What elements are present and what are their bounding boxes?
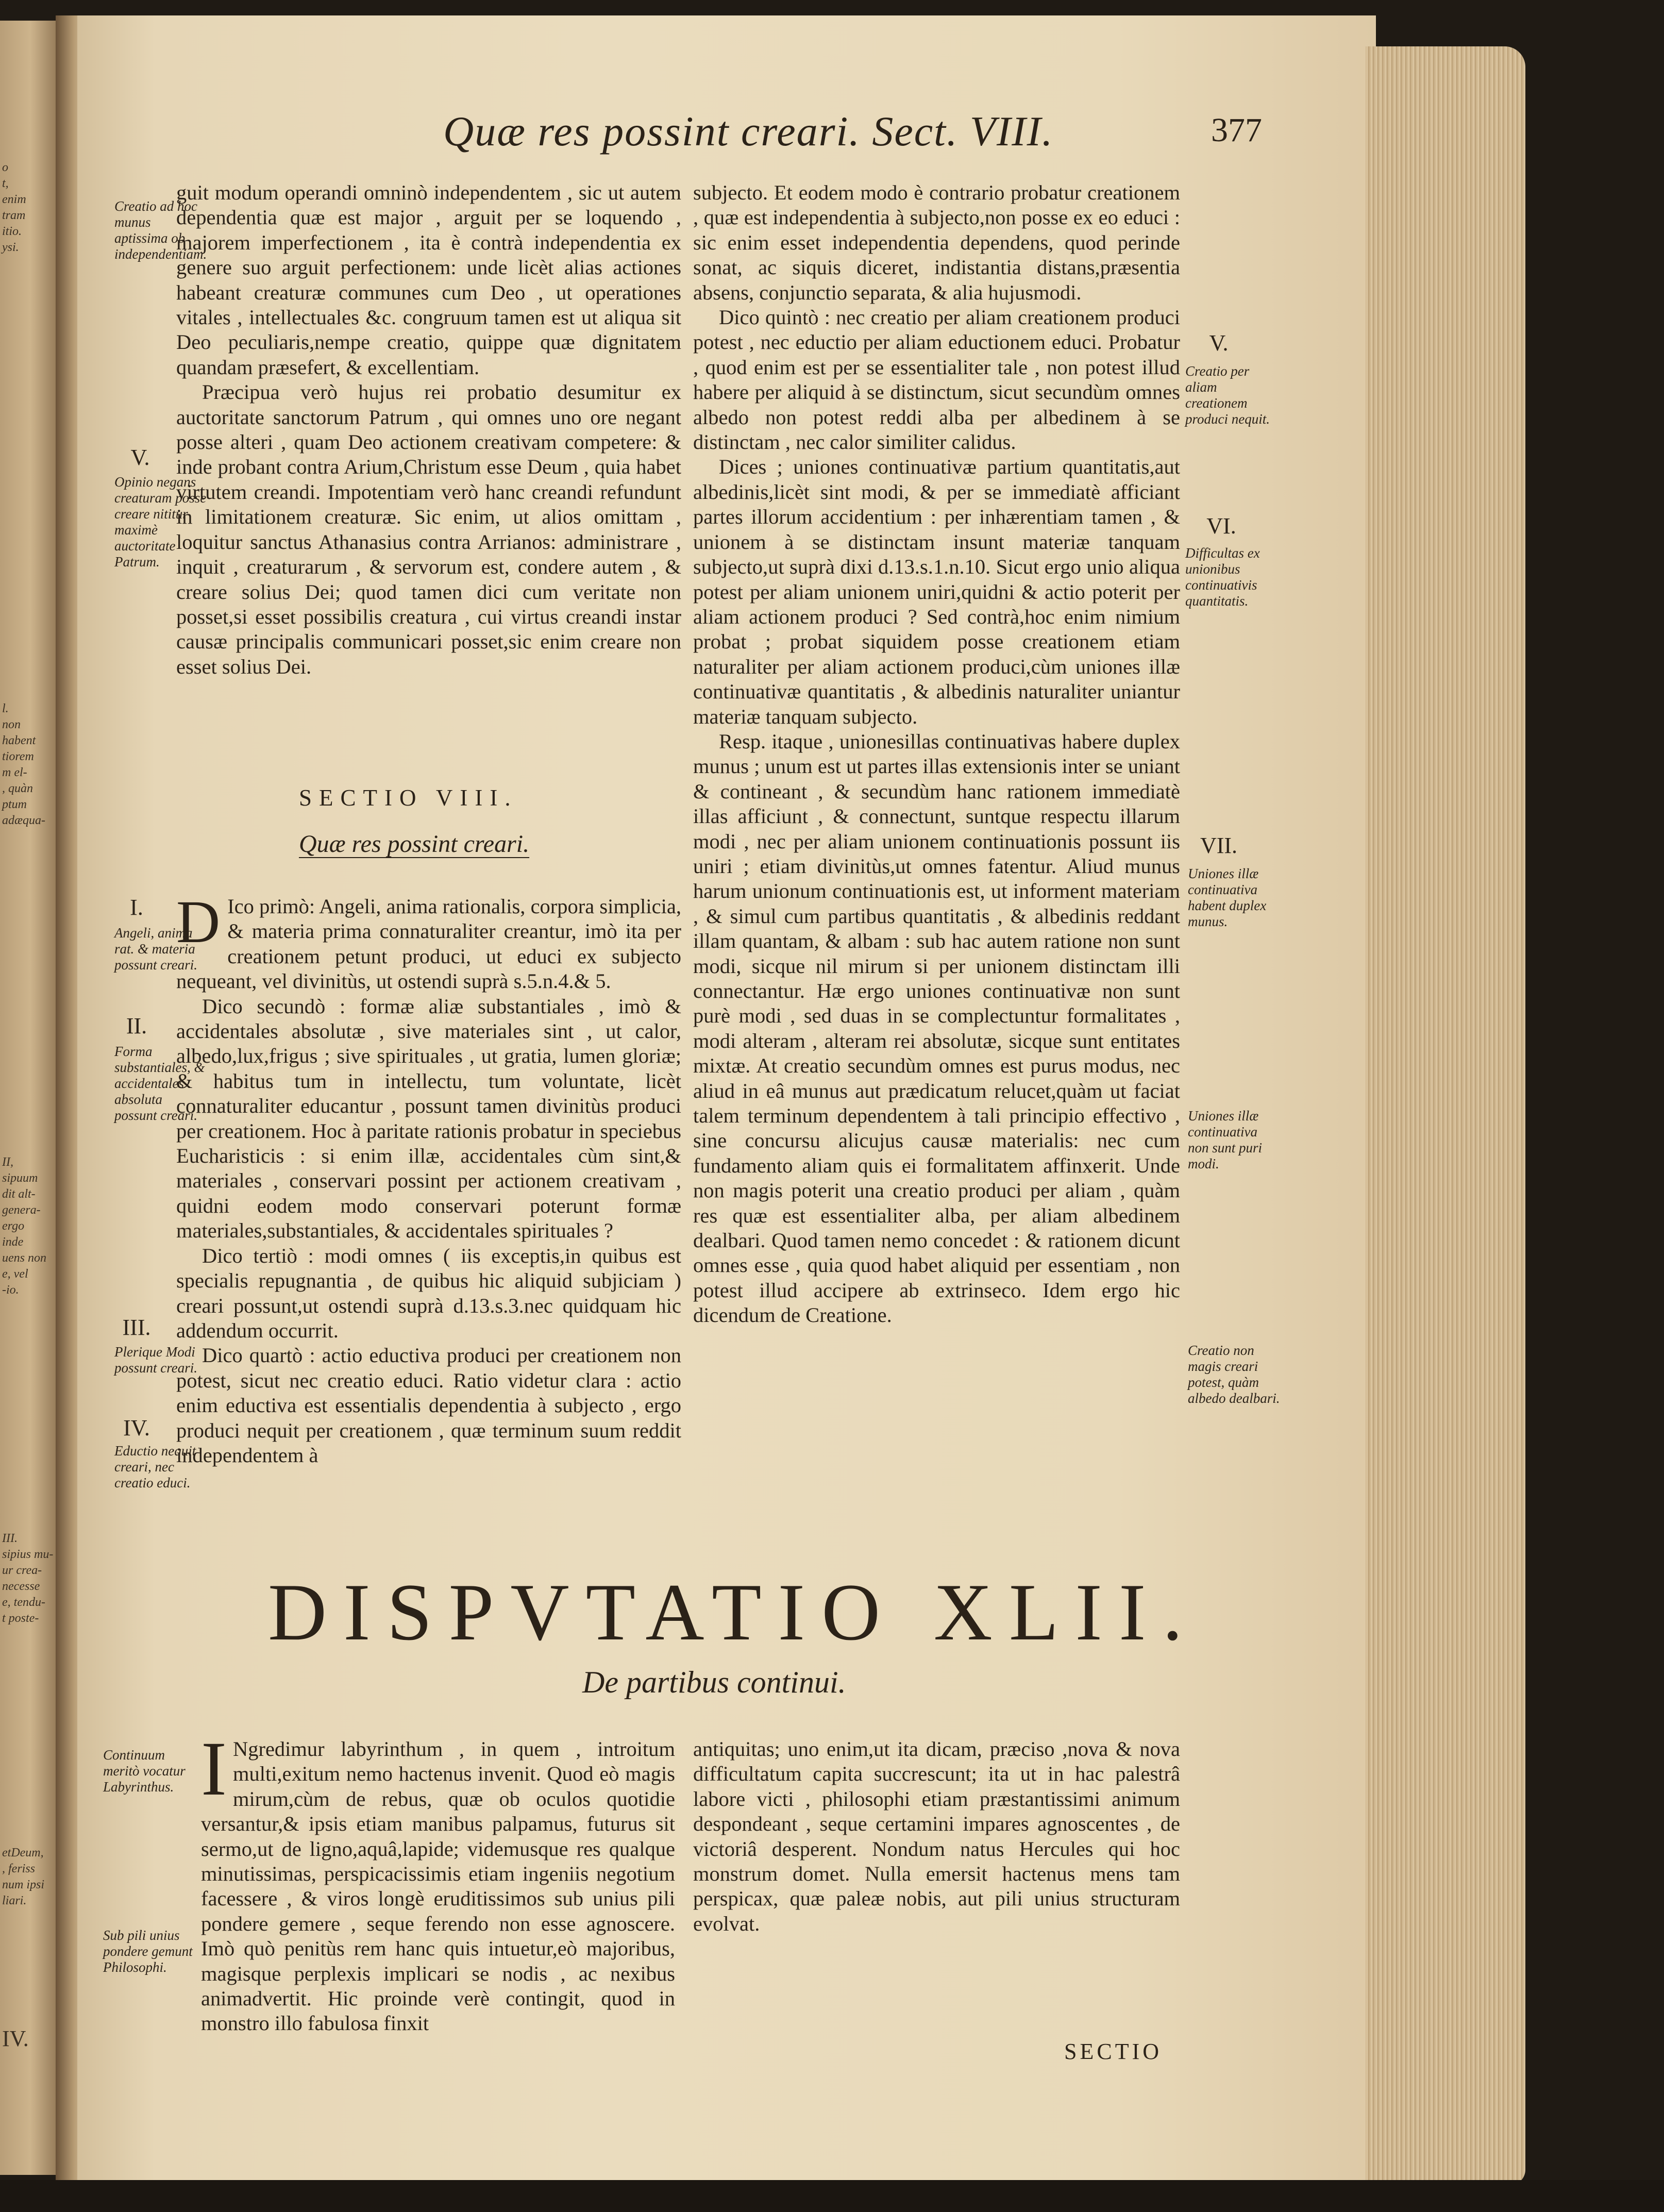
margin-note: Continuum meritò vocatur Labyrinthus. — [103, 1747, 186, 1795]
section-heading: SECTIO VIII. — [299, 785, 518, 811]
margin-note: Angeli, anima rat. & materia possunt creari. — [114, 925, 197, 973]
disputation-column-left — [201, 1726, 675, 2036]
margin-note-number: V. — [1209, 330, 1229, 356]
page-number: 377 — [1211, 111, 1262, 149]
left-page-fragment: o t, enim tram itio. ysi. — [2, 161, 26, 254]
paragraph: Resp. itaque , unionesillas continuativas habere duplex munus ; unum est ut partes illas extensionis inter se uniant & contineant , & secundùm hanc rationem immediatè illas afficiunt , & connectunt, suntque respectu illarum modi , nec per aliam unionem continuationis possunt iis uniri ; etiam divinitùs,ut omnes fatentur. Aliud munus harum unionum continuationis est, ut informent materiam , & simul cum partibus quantitatis , & albedinis reddant illam quantam, & albam : sub hac autem ratione non sunt modi, sicque nil mirum si per unionem distinctam illi connectantur. Hæ ergo uniones continuativæ non sunt purè modi , sed duas in se complectuntur formalitates , modi alteram , alteram rei absolutæ, sicque sunt entitates mixtæ. At creatio secundùm omnes est purus modus, nec aliud in eâ munus aut prædicatum relucet,quàm ut faciat talem terminum dependentem à tali principio effectivo , sine concursu alicujus causæ materialis: nec cum fundamento aliam quis ei formalitatem affinxerit. Unde non magis poterit una creatio produci per aliam , quàm res quæ est essentialiter alba, per aliam albedinem dealbari. Quod tamen nemo concedet : & rationem dicunt omnes esse , quia quod habet aliquid per essentiam , non potest illud accipere ab extrinseco. Idem ergo hic dicendum de Creatione. — [693, 729, 1180, 1327]
catchword: SECTIO — [1064, 2039, 1162, 2064]
margin-note: Uniones illæ continuativa habent duplex munus. — [1188, 866, 1267, 929]
paragraph: Dices ; uniones continuativæ partium quantitatis,aut albedinis,licèt sint modi, & per se immediatè afficiant partes illorum accidentium : per inhærentiam tamen , & unionem à se distinctam insunt materiæ tanquam subjecto,ut suprà dixi d.13.s.1.n.10. Sicut ergo unio aliqua potest per aliam unionem uniri,quidni & actio poterit per aliam actionem produci ? Sed contrà,hoc enim nimium probat ; probat siquidem posse creationem etiam naturaliter per aliam actionem produci,cùm uniones illæ continuativæ quantitatis , & albedinis naturaliter uniantur materiæ tanquam subjecto. — [693, 455, 1180, 728]
paragraph: Dico secundò : formæ aliæ substantiales , imò & accidentales absolutæ , sive materiales sint , ut calor, albedo,lux,frigus ; sive spirituales , ut gratia, lumen gloriæ; & habitus tum in intellectu, tum voluntate, licèt connaturaliter educantur , possunt tamen divinitùs produci per creationem. Hoc à paritate rationis probatur in speciebus Eucharisticis : si enim illæ, accidentales cùm sint,& materiales , conservari possint per actionem creativam , quidni eodem modo conservari poterunt formæ materiales,substantiales, & accidentales spirituales ? — [176, 994, 681, 1243]
margin-note-number: V. — [130, 445, 150, 470]
margin-note: Creatio per aliam creationem produci nequit. — [1185, 363, 1270, 427]
paragraph: Præcipua verò hujus rei probatio desumitur ex auctoritate sanctorum Patrum , qui omnes uno ore negant posse alteri , quam Deo actionem creativam competere: & inde probant contra Arium,Christum esse Deum , quia habet virtutem creandi. Impotentiam verò hanc creandi refundunt in limitationem creaturæ. Sic enim, ut alios omittam , loquitur sanctus Athanasius contra Arrianos: administrare , inquit , creaturarum , & servorum est, condere autem , & creare solius Dei; quod tamen dici cum veritate non posset,si esset possibilis creatura , cui virtus creandi instar causæ principalis communicari posset,sic enim creare non esset solius Dei. — [176, 380, 681, 678]
margin-note: Plerique Modi possunt creari. — [114, 1344, 197, 1376]
paragraph: subjecto. Et eodem modo è contrario probatur creationem , quæ est independentia à subjecto,non posse ex eo educi : sic enim esset independentia dependens, quod perinde sonat, ac siquis diceret, indistantia distans,præsentia absens, conjunctio separata, & alia hujusmodi. — [693, 181, 1180, 304]
margin-note-number: III. — [122, 1315, 151, 1340]
margin-note-number: IV. — [123, 1415, 150, 1440]
text-column-left-section — [176, 888, 681, 1468]
section-subheading: Quæ res possint creari. — [299, 830, 530, 858]
background-shadow — [0, 2180, 1664, 2212]
margin-note: Forma substantiales, & accidentales absoluta possunt creari. — [114, 1044, 205, 1123]
paragraph: guit modum operandi omninò independentem , sic ut autem dependentia quæ est major , arguit per se loquendo , majorem imperfectionem , ita è contrà independentia ex genere suo arguit perfectionem: unde licèt alias actiones habeant creaturæ communes cum Deo , ut operationes vitales , intellectuales &c. congruum tamen est ut aliqua sit Deo peculiaris,nempe creatio, quippe quæ dignitatem quandam præsefert, & excellentiam. — [176, 181, 681, 379]
left-page-edge — [0, 21, 61, 2175]
margin-note-number: I. — [130, 895, 143, 920]
paragraph-text: Ico primò: Angeli, anima rationalis, corpora simplicia, & materia prima connaturaliter creantur, imò ita per creationem petunt produci, ut educi ex subjecto nequeant, vel divinitùs, ut ostendi suprà s.5.n.4.& 5. — [176, 895, 681, 993]
drop-capital: I — [201, 1726, 227, 1812]
left-page-fragment: etDeum, , feriss num ipsi liari. — [2, 1846, 45, 1907]
left-page-fragment: III. sipius mu- ur crea- necesse e, tendu- t poste- — [2, 1532, 54, 1625]
text-column-right — [693, 180, 1180, 1328]
page-fore-edge — [1366, 46, 1525, 2185]
margin-note: Uniones illæ continuativa non sunt puri modi. — [1188, 1108, 1263, 1171]
left-page-fragment: II, sipuum dit alt- genera- ergo inde uens non e, vel -io. — [2, 1155, 46, 1297]
drop-capital: D — [176, 888, 221, 956]
running-head: Quæ res possint creari. Sect. VIII. — [443, 108, 1054, 155]
disputation-column-right — [693, 1737, 1180, 1936]
margin-note-number: VII. — [1200, 833, 1238, 858]
disputation-subtitle: De partibus continui. — [582, 1665, 846, 1699]
paragraph — [201, 1726, 675, 2036]
margin-note: Eductio nequit creari, nec creatio educi. — [114, 1443, 196, 1490]
margin-note-number: VI. — [1206, 513, 1236, 539]
text-column-left — [176, 180, 681, 679]
margin-note: Sub pili unius pondere gemunt Philosophi. — [103, 1928, 193, 1975]
left-page-fragment: l. non habent tiorem m el- , quàn ptum adæqua- — [2, 702, 45, 827]
paragraph: Dico quintò : nec creatio per aliam creationem produci potest , nec eductio per aliam eductionem educi. Probatur , quod enim est per se essentialiter tale , non potest illud habere per aliquid à se distinctum, sicut secundùm omnes albedo non potest reddi alba per albedinem à se distinctam , nec calor similiter calidus. — [693, 306, 1180, 454]
margin-note: Opinio negans creaturam posse creare nititur maximè auctoritate Patrum. — [114, 474, 207, 569]
left-page-fragment: IV. — [2, 2026, 29, 2051]
margin-note: Creatio ad hoc munus aptissima ob independentiam. — [114, 198, 207, 262]
paragraph-text: Ngredimur labyrinthum , in quem , introitum multi,exitum nemo hactenus invenit. Quod eò magis mirum,cùm de rebus, quæ ob oculos quotidie versantur,& ipsis etiam manibus palpamus, futurus sit sermo,ut de ligno,aquâ,lapide; videmusque res qualque minutissimas, perspicacissimis etiam ingeniis negotium facessere , & viros longè eruditissimos sub unius pili pondere gemere , seque ferendo non esse agnoscere. Imò quò penitùs rem hanc quis intuetur,eò majoribus, magisque perplexis implicari se nodis , ac nexibus animadvertit. Hic proinde verè contingit, quod in monstro illo fabulosa finxit — [201, 1737, 675, 2035]
disputation-title: DISPVTATIO XLII. — [268, 1567, 1200, 1657]
paragraph: Dico quartò : actio eductiva produci per creationem non potest, sicut nec creatio educi. Ratio videtur clara : actio enim eductiva est essentialis dependentia à subjecto , ergo produci nequit per creationem , quæ terminum suum reddit independentem à — [176, 1344, 681, 1467]
margin-note: Creatio non magis creari potest, quàm albedo dealbari. — [1188, 1343, 1280, 1406]
paragraph: antiquitas; uno enim,ut ita dicam, præciso ,nova & nova difficultatum capita succrescunt; ita ut in hac palestrâ labore victi , philosophi etiam præstantissimi animum despondeant , seque certamini impares agnoscentes , de victoriâ desperent. Nondum natus Hercules qui hoc monstrum domet. Nulla emersit hactenus mens tam perspicax, quæ paleæ nobis, aut pili unius structuram evolvat. — [693, 1737, 1180, 1935]
margin-note-number: II. — [126, 1013, 147, 1038]
paragraph — [176, 888, 681, 994]
margin-note: Difficultas ex unionibus continuativis quantitatis. — [1185, 545, 1260, 609]
paragraph: Dico tertiò : modi omnes ( iis exceptis,in quibus est specialis repugnantia , de quibus hic aliquid subjiciam ) creari possunt,ut ostendi suprà d.13.s.3.nec quidquam hic addendum occurrit. — [176, 1244, 681, 1342]
